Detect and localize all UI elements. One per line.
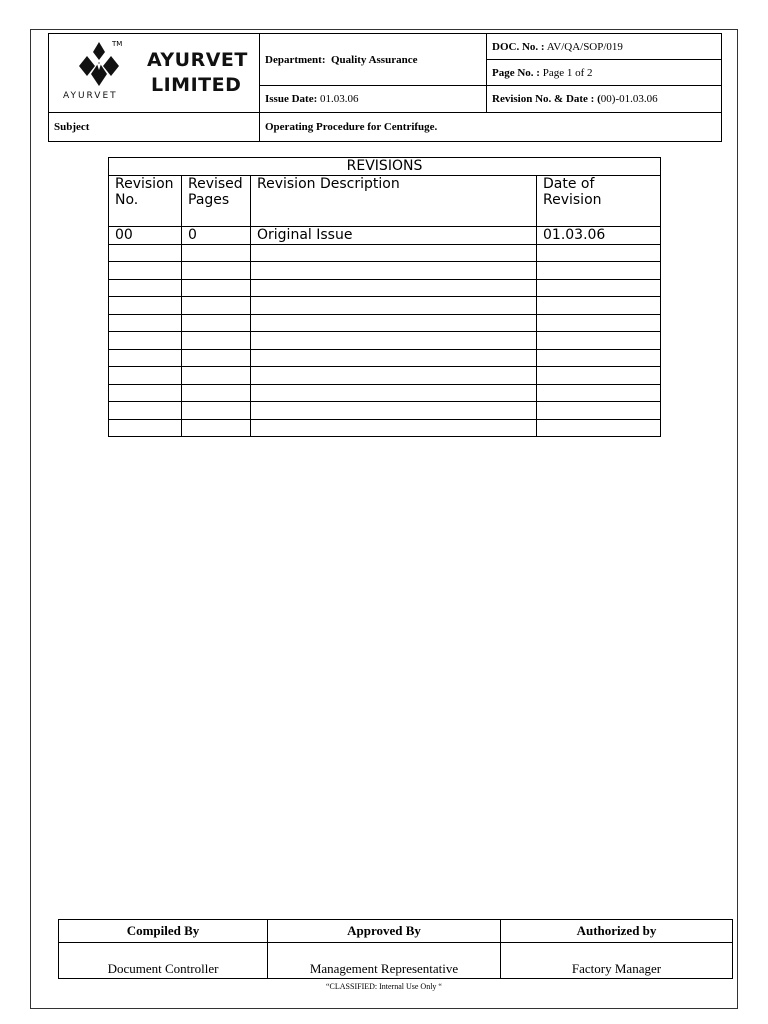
table-cell [537, 262, 661, 280]
table-cell [251, 297, 537, 315]
table-cell [109, 384, 182, 402]
table-cell: Original Issue [251, 227, 537, 245]
table-cell [251, 419, 537, 437]
table-cell [109, 297, 182, 315]
authorized-by-value: Factory Manager [501, 943, 733, 979]
table-row [109, 244, 661, 262]
table-cell [109, 402, 182, 420]
table-cell [251, 402, 537, 420]
document-header [48, 33, 722, 142]
table-cell [109, 367, 182, 385]
table-cell [537, 314, 661, 332]
col-revision-description: Revision Description [251, 176, 537, 227]
table-row [109, 402, 661, 420]
table-cell [251, 314, 537, 332]
table-row [109, 384, 661, 402]
col-revised-pages: Revised Pages [182, 176, 251, 227]
table-cell [182, 419, 251, 437]
table-cell [182, 367, 251, 385]
issue-date-cell: Issue Date: 01.03.06 [260, 86, 487, 113]
table-cell [182, 244, 251, 262]
classification-note: “CLASSIFIED: Internal Use Only “ [326, 982, 442, 991]
table-cell [537, 244, 661, 262]
table-cell [109, 244, 182, 262]
table-cell [537, 402, 661, 420]
authorized-by-label: Authorized by [501, 920, 733, 943]
table-cell [182, 402, 251, 420]
revisions-column-headers [109, 176, 661, 227]
table-cell [251, 279, 537, 297]
company-name: AYURVET LIMITED [147, 49, 248, 96]
approved-by-label: Approved By [268, 920, 501, 943]
approved-by-value: Management Representative [268, 943, 501, 979]
table-row [109, 367, 661, 385]
table-cell [182, 314, 251, 332]
compiled-by-label: Compiled By [59, 920, 268, 943]
subject-value-cell: Operating Procedure for Centrifuge. [260, 113, 722, 142]
company-logo [49, 34, 260, 113]
table-cell [182, 297, 251, 315]
revisions-table [108, 157, 661, 437]
table-row [109, 332, 661, 350]
page-no-cell: Page No. : Page 1 of 2 [487, 60, 722, 86]
table-cell [182, 332, 251, 350]
table-cell [537, 297, 661, 315]
revisions-body [109, 227, 661, 437]
department-cell: Department: Quality Assurance [260, 34, 487, 86]
trademark-text: TM [112, 40, 123, 48]
table-cell: 01.03.06 [537, 227, 661, 245]
table-cell [537, 384, 661, 402]
subject-label-cell: Subject [49, 113, 260, 142]
table-row [109, 349, 661, 367]
table-row [109, 419, 661, 437]
table-cell [537, 349, 661, 367]
table-cell [109, 419, 182, 437]
company-subtext: AYURVET [63, 91, 118, 101]
table-cell [251, 349, 537, 367]
col-date-of-revision: Date of Revision [537, 176, 661, 227]
table-cell [251, 332, 537, 350]
table-row [109, 297, 661, 315]
revisions-title: REVISIONS [109, 158, 661, 176]
table-row [109, 279, 661, 297]
table-cell [537, 367, 661, 385]
table-cell [537, 332, 661, 350]
table-cell [251, 384, 537, 402]
signoff-table [58, 919, 733, 979]
table-cell [537, 279, 661, 297]
col-revision-no: Revision No. [109, 176, 182, 227]
table-cell [109, 279, 182, 297]
doc-no-cell: DOC. No. : AV/QA/SOP/019 [487, 34, 722, 60]
table-cell [182, 384, 251, 402]
table-cell [251, 244, 537, 262]
table-cell [182, 262, 251, 280]
table-cell [251, 262, 537, 280]
table-cell [109, 349, 182, 367]
table-row [109, 227, 661, 245]
table-cell [109, 262, 182, 280]
revision-cell: Revision No. & Date : (00)-01.03.06 [487, 86, 722, 113]
table-cell [251, 367, 537, 385]
table-row [109, 314, 661, 332]
table-cell: 0 [182, 227, 251, 245]
table-cell: 00 [109, 227, 182, 245]
table-cell [109, 332, 182, 350]
table-cell [182, 349, 251, 367]
table-cell [537, 419, 661, 437]
compiled-by-value: Document Controller [59, 943, 268, 979]
table-cell [182, 279, 251, 297]
table-cell [109, 314, 182, 332]
table-row [109, 262, 661, 280]
